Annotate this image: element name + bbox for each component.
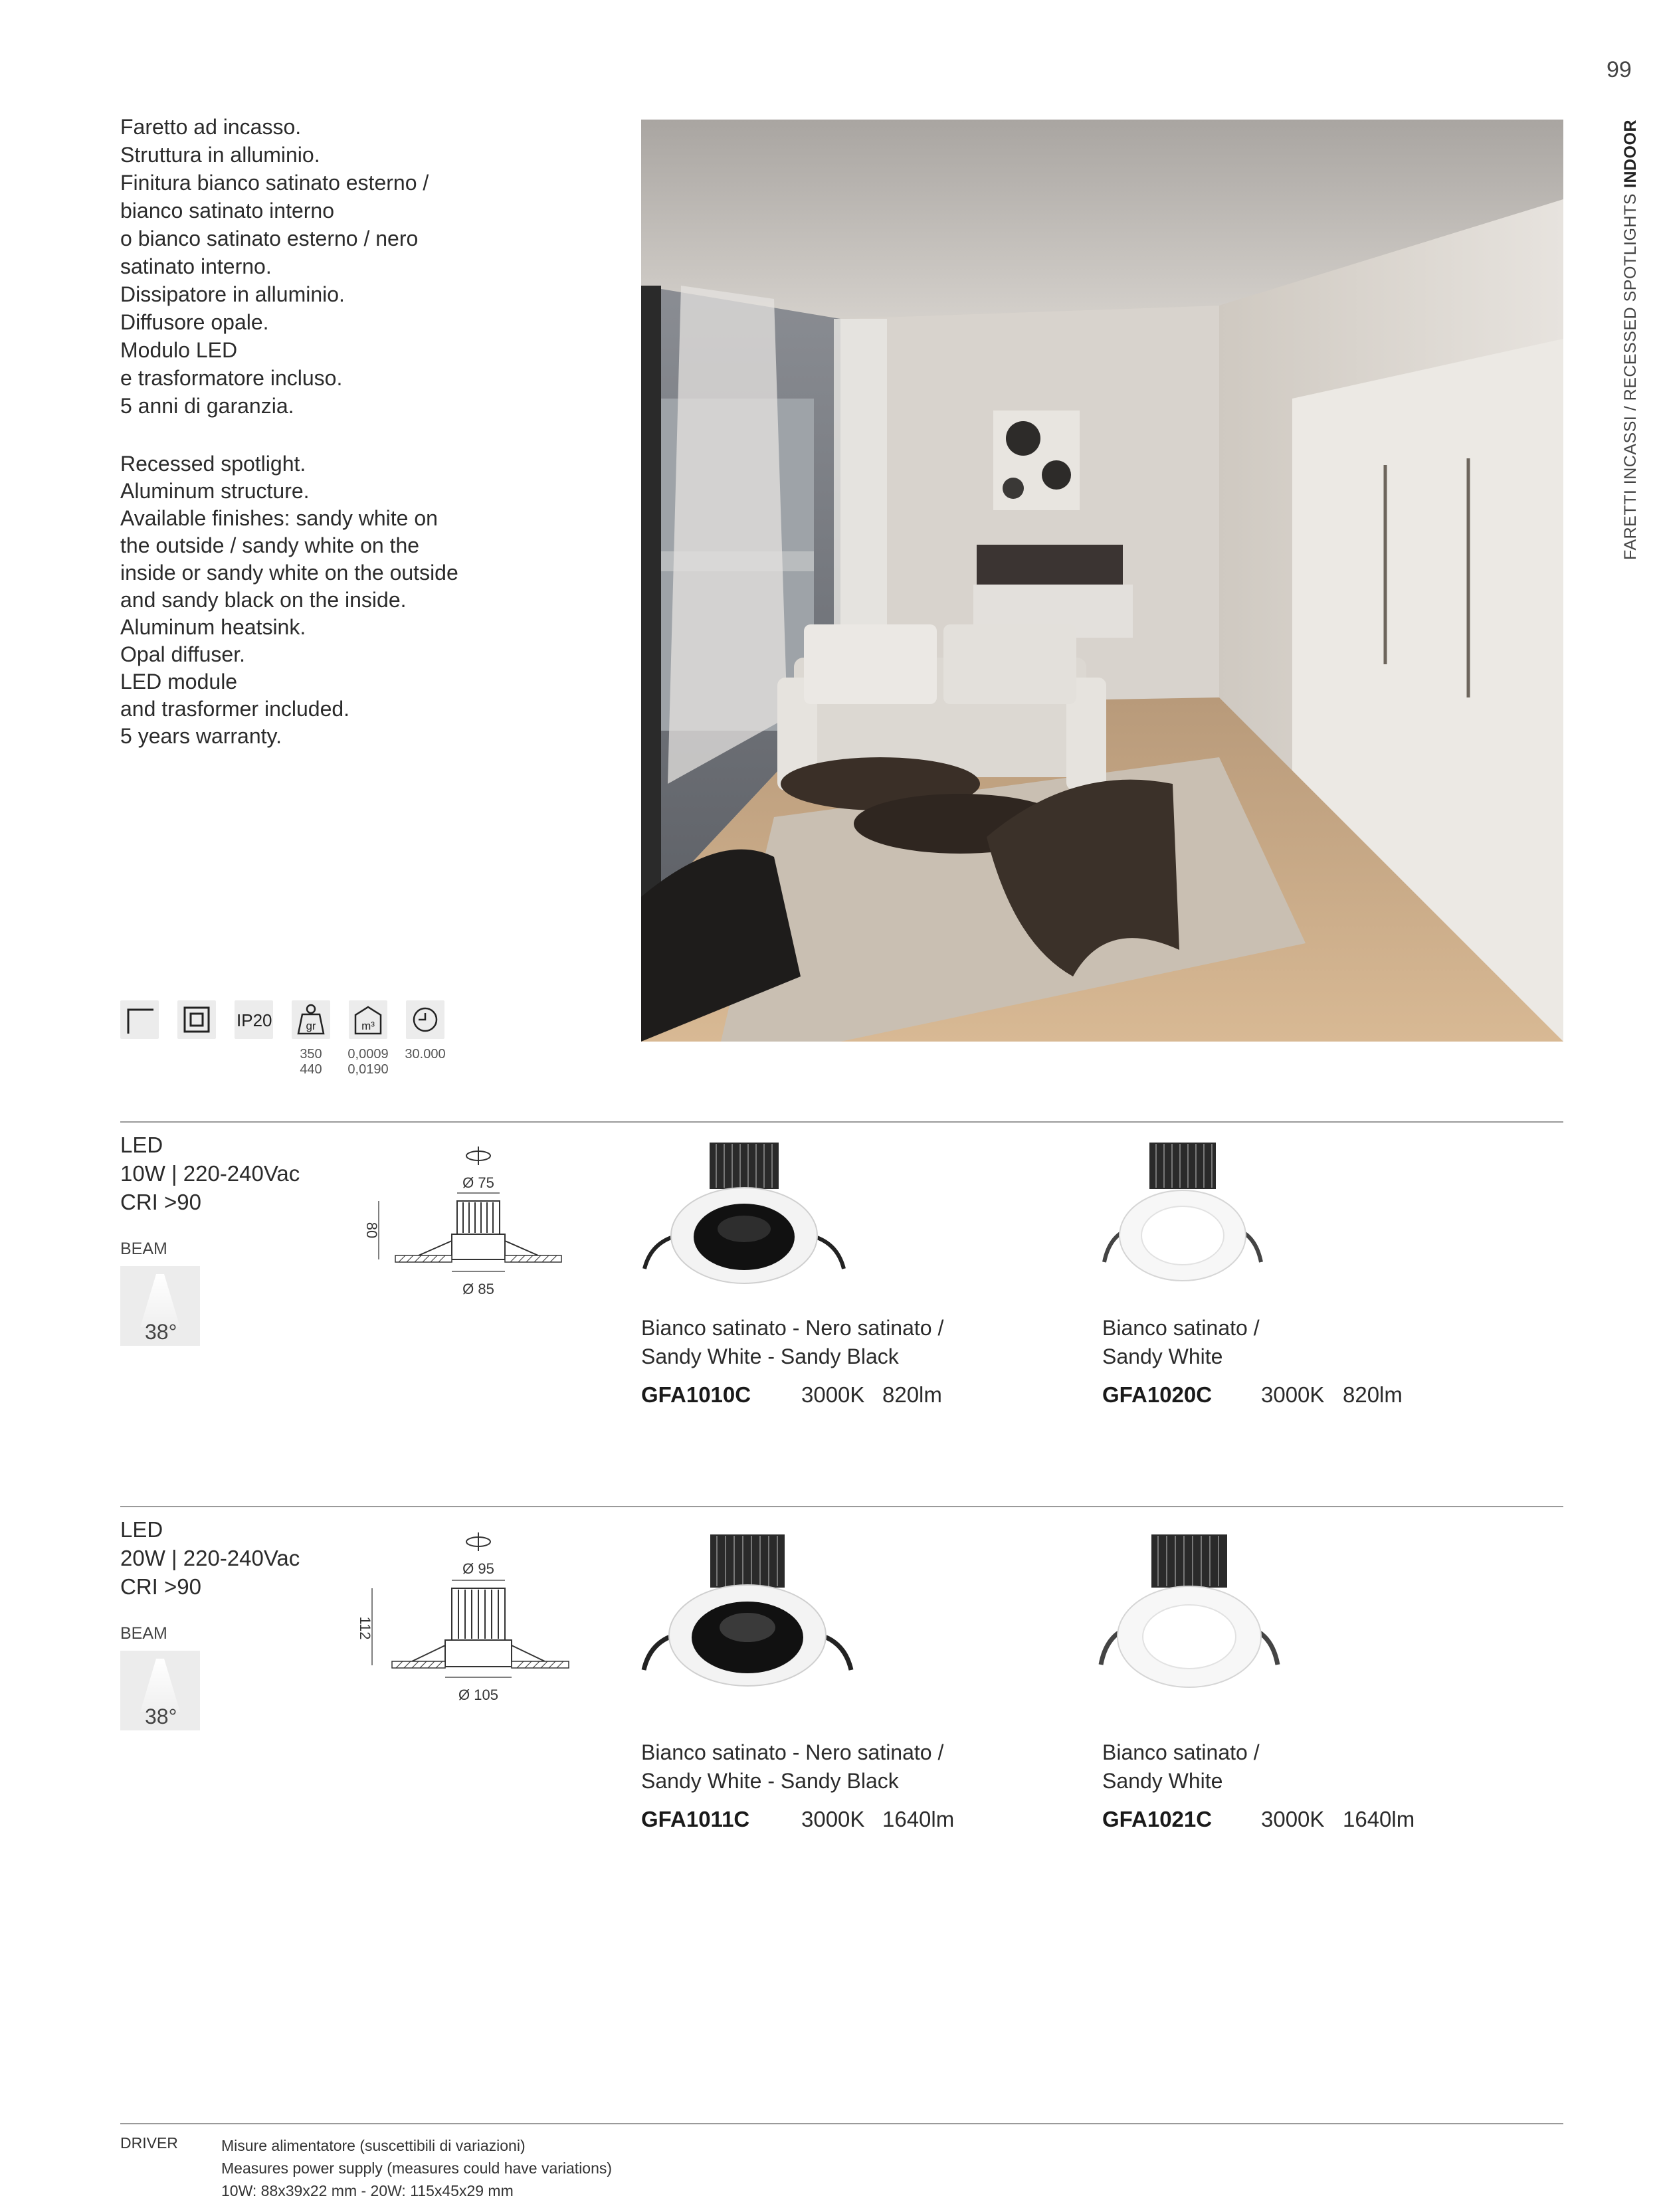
color-temperature: 3000K: [801, 1382, 865, 1407]
desc-it-line: Struttura in alluminio.: [120, 143, 320, 167]
mounting-corner-icon: [120, 1000, 159, 1039]
weight-icon: [292, 1000, 330, 1039]
variant-10w-spec: [120, 1131, 300, 1216]
desc-en-line: and sandy black on the inside.: [120, 588, 407, 612]
volume-icon-label: m³: [361, 1020, 375, 1032]
desc-en-line: LED module: [120, 670, 238, 693]
desc-en-line: inside or sandy white on the outside: [120, 561, 458, 585]
driver-label: DRIVER: [120, 2134, 178, 2152]
lifetime-value: 30.000: [405, 1047, 446, 1061]
spec-line: 10W | 220-240Vac: [120, 1161, 300, 1186]
volume-value: 0,0009: [347, 1047, 389, 1061]
product-name-line: Bianco satinato /: [1102, 1316, 1260, 1340]
rotation-icon: [466, 1147, 490, 1165]
product-code: GFA1020C: [1102, 1382, 1213, 1407]
product-name-line: Sandy White - Sandy Black: [641, 1769, 899, 1793]
product-name-line: Bianco satinato /: [1102, 1740, 1260, 1764]
desc-en-line: Recessed spotlight.: [120, 452, 306, 476]
desc-en-line: Aluminum heatsink.: [120, 615, 306, 639]
product-name-gfa1020c: [1102, 1314, 1260, 1371]
dim-bottom-diameter: Ø 85: [462, 1281, 494, 1297]
product-code: GFA1010C: [641, 1382, 751, 1407]
dim-height: 112: [357, 1616, 373, 1640]
desc-it-line: e trasformatore incluso.: [120, 366, 343, 390]
spec-line: CRI >90: [120, 1190, 201, 1214]
weight-icon-label: gr: [306, 1020, 316, 1032]
spec-line: LED: [120, 1133, 163, 1157]
rotation-icon: [466, 1532, 490, 1551]
product-image-black-interior: [634, 1528, 860, 1697]
section-divider: [120, 1121, 1563, 1123]
weight-value: 350: [300, 1047, 322, 1061]
color-temperature: 3000K: [801, 1807, 865, 1831]
desc-en-line: 5 years warranty.: [120, 724, 282, 748]
description-italian: [120, 113, 599, 420]
dim-bottom-diameter: Ø 105: [458, 1687, 498, 1703]
luminous-flux: 820lm: [882, 1382, 942, 1407]
footer-divider: [120, 2123, 1563, 2124]
lifetime-clock-icon: [406, 1000, 444, 1039]
luminous-flux: 1640lm: [1343, 1807, 1415, 1831]
product-name-line: Sandy White - Sandy Black: [641, 1344, 899, 1368]
weight-values: [292, 1047, 330, 1077]
product-image-white-interior: [1096, 1136, 1269, 1292]
product-name-line: Bianco satinato - Nero satinato /: [641, 1740, 944, 1764]
product-name-line: Bianco satinato - Nero satinato /: [641, 1316, 944, 1340]
desc-it-line: Modulo LED: [120, 338, 238, 362]
desc-en-line: Aluminum structure.: [120, 479, 310, 503]
section-side-tab: [1610, 120, 1650, 558]
beam-label: BEAM: [120, 1240, 167, 1258]
dim-top-diameter: Ø 95: [462, 1560, 494, 1577]
driver-note-line: Misure alimentatore (suscettibili di variazioni): [221, 2137, 526, 2154]
variant-20w-spec: [120, 1515, 300, 1601]
product-name-gfa1010c: [641, 1314, 943, 1371]
technical-drawing-20w: [359, 1526, 585, 1708]
page-number: 99: [1607, 57, 1632, 82]
description-english: [120, 450, 599, 750]
desc-en-line: and trasformer included.: [120, 697, 350, 721]
ip-rating-icon: [235, 1000, 273, 1039]
weight-value: 440: [300, 1062, 322, 1077]
desc-it-line: o bianco satinato esterno / nero: [120, 227, 419, 250]
class-ii-insulation-icon: [177, 1000, 216, 1039]
desc-it-line: Dissipatore in alluminio.: [120, 282, 345, 306]
desc-it-line: Finitura bianco satinato esterno /: [120, 171, 429, 195]
product-image-white-interior: [1093, 1528, 1286, 1697]
luminous-flux: 820lm: [1343, 1382, 1403, 1407]
interior-photo: [641, 120, 1563, 1042]
product-code: GFA1011C: [641, 1807, 750, 1831]
desc-it-line: satinato interno.: [120, 254, 272, 278]
product-code: GFA1021C: [1102, 1807, 1213, 1831]
driver-note-line: Measures power supply (measures could have variations): [221, 2160, 613, 2177]
color-temperature: 3000K: [1261, 1382, 1325, 1407]
volume-icon: [349, 1000, 387, 1039]
luminous-flux: 1640lm: [882, 1807, 955, 1831]
desc-en-line: the outside / sandy white on the: [120, 533, 420, 557]
desc-en-line: Available finishes: sandy white on: [120, 506, 438, 530]
product-name-gfa1011c: [641, 1738, 943, 1796]
side-tab-section: INDOOR: [1620, 120, 1640, 188]
beam-angle-value: 38°: [145, 1320, 177, 1344]
desc-it-line: 5 anni di garanzia.: [120, 394, 294, 418]
product-name-gfa1021c: [1102, 1738, 1260, 1796]
spec-line: CRI >90: [120, 1574, 201, 1599]
desc-it-line: Faretto ad incasso.: [120, 115, 302, 139]
side-tab-category: FARETTI INCASSI / RECESSED SPOTLIGHTS: [1620, 193, 1640, 560]
desc-it-line: Diffusore opale.: [120, 310, 269, 334]
ip-rating-label: IP20: [237, 1010, 272, 1030]
driver-note-line: 10W: 88x39x22 mm - 20W: 115x45x29 mm: [221, 2182, 514, 2199]
spec-line: LED: [120, 1517, 163, 1542]
desc-it-line: bianco satinato interno: [120, 199, 334, 223]
section-divider: [120, 1506, 1563, 1507]
dim-top-diameter: Ø 75: [462, 1174, 494, 1191]
beam-label: BEAM: [120, 1624, 167, 1643]
product-image-black-interior: [638, 1136, 850, 1292]
volume-values: [342, 1047, 394, 1077]
driver-notes: [221, 2134, 612, 2202]
product-name-line: Sandy White: [1102, 1769, 1223, 1793]
beam-angle-value: 38°: [145, 1705, 177, 1728]
desc-en-line: Opal diffuser.: [120, 642, 245, 666]
technical-drawing-10w: [359, 1141, 578, 1304]
volume-value: 0,0190: [347, 1062, 389, 1077]
color-temperature: 3000K: [1261, 1807, 1325, 1831]
dim-height: 80: [363, 1222, 380, 1239]
spec-line: 20W | 220-240Vac: [120, 1546, 300, 1570]
product-name-line: Sandy White: [1102, 1344, 1223, 1368]
